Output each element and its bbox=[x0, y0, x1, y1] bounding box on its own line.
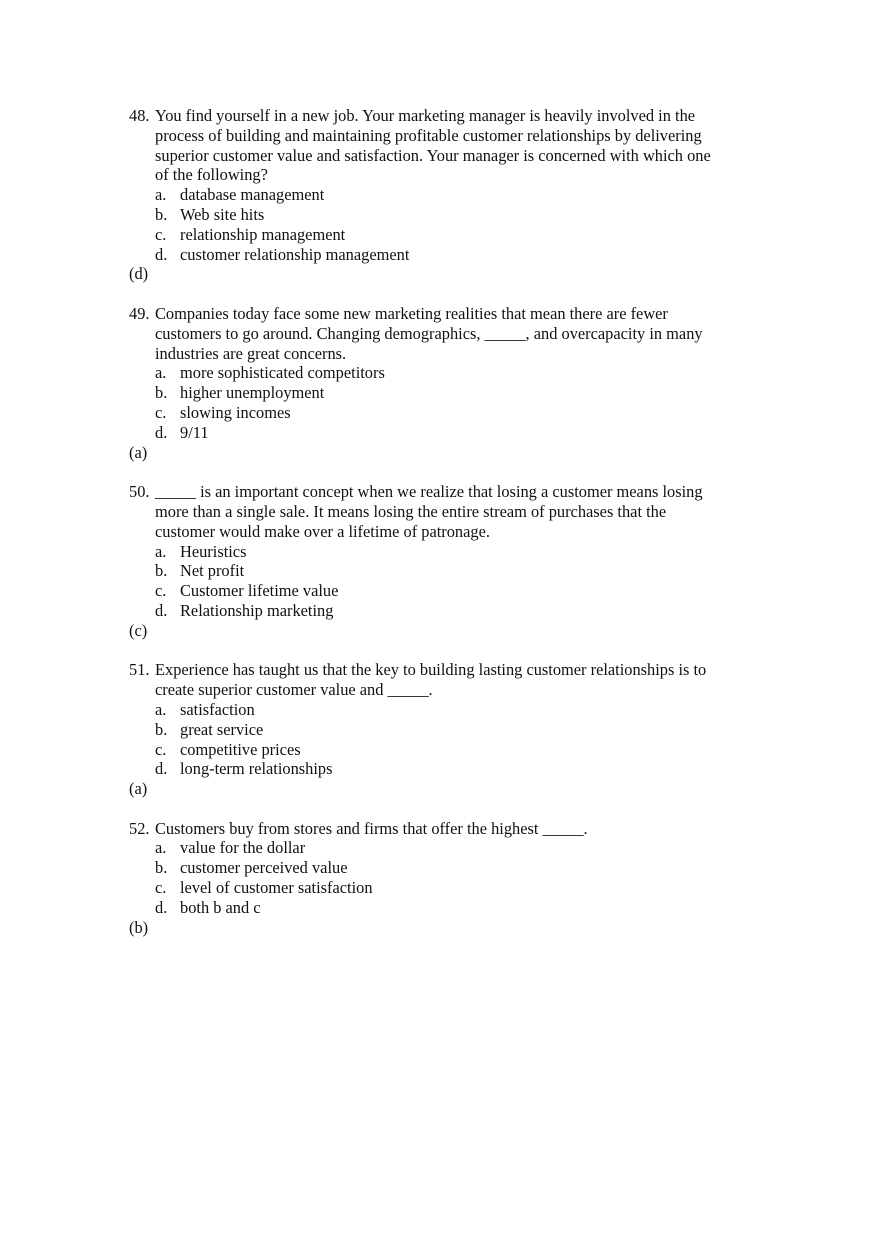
option-letter: a. bbox=[155, 838, 167, 858]
option-text: Net profit bbox=[180, 561, 245, 581]
option-letter: b. bbox=[155, 204, 168, 224]
option-text: database management bbox=[180, 185, 325, 205]
option-c bbox=[155, 403, 769, 423]
question-stem bbox=[129, 482, 769, 541]
question-stem bbox=[129, 660, 769, 700]
question-51 bbox=[129, 660, 769, 799]
option-text: 9/11 bbox=[180, 422, 209, 442]
question-stem bbox=[129, 106, 769, 185]
option-a bbox=[155, 700, 769, 720]
question-number: 50. bbox=[129, 482, 150, 502]
option-b bbox=[155, 561, 769, 581]
option-text: Web site hits bbox=[180, 204, 265, 224]
answer-key: (c) bbox=[129, 620, 148, 640]
option-b bbox=[155, 720, 769, 740]
option-letter: d. bbox=[155, 897, 168, 917]
option-b bbox=[155, 205, 769, 225]
question-stem bbox=[129, 304, 769, 363]
option-a bbox=[155, 838, 769, 858]
option-letter: d. bbox=[155, 759, 168, 779]
question-list bbox=[129, 106, 769, 957]
option-letter: b. bbox=[155, 719, 168, 739]
option-text: relationship management bbox=[180, 224, 346, 244]
option-text: Heuristics bbox=[180, 541, 247, 561]
option-list bbox=[129, 700, 769, 779]
option-d bbox=[155, 245, 769, 265]
option-letter: c. bbox=[155, 739, 167, 759]
option-text: long-term relationships bbox=[180, 759, 333, 779]
option-a bbox=[155, 542, 769, 562]
option-letter: c. bbox=[155, 581, 167, 601]
question-text: Companies today face some new marketing realities that mean there are fewer customers to go around. Changing demographics, _____, and overcapacity in many industries are great concerns. bbox=[155, 303, 703, 363]
option-d bbox=[155, 759, 769, 779]
option-letter: c. bbox=[155, 224, 167, 244]
option-letter: a. bbox=[155, 363, 167, 383]
option-d bbox=[155, 898, 769, 918]
question-52 bbox=[129, 819, 769, 938]
option-list bbox=[129, 185, 769, 264]
question-number: 52. bbox=[129, 818, 150, 838]
option-text: higher unemployment bbox=[180, 383, 325, 403]
option-letter: d. bbox=[155, 600, 168, 620]
option-letter: d. bbox=[155, 422, 168, 442]
option-text: competitive prices bbox=[180, 739, 301, 759]
question-number: 49. bbox=[129, 303, 150, 323]
question-number: 51. bbox=[129, 660, 150, 680]
option-text: both b and c bbox=[180, 897, 261, 917]
option-letter: d. bbox=[155, 244, 168, 264]
option-text: customer perceived value bbox=[180, 858, 348, 878]
option-d bbox=[155, 423, 769, 443]
option-b bbox=[155, 858, 769, 878]
option-c bbox=[155, 878, 769, 898]
option-letter: a. bbox=[155, 541, 167, 561]
option-text: more sophisticated competitors bbox=[180, 363, 385, 383]
question-49 bbox=[129, 304, 769, 462]
option-list bbox=[129, 838, 769, 917]
option-c bbox=[155, 581, 769, 601]
question-number: 48. bbox=[129, 106, 150, 125]
question-text: Experience has taught us that the key to building lasting customer relationships is to create superior customer value and _____. bbox=[155, 660, 707, 700]
option-text: satisfaction bbox=[180, 699, 255, 719]
option-c bbox=[155, 225, 769, 245]
option-letter: c. bbox=[155, 878, 167, 898]
option-text: level of customer satisfaction bbox=[180, 878, 373, 898]
answer-key: (a) bbox=[129, 442, 148, 462]
option-a bbox=[155, 363, 769, 383]
answer-key: (a) bbox=[129, 779, 148, 799]
option-letter: b. bbox=[155, 561, 168, 581]
option-text: slowing incomes bbox=[180, 402, 291, 422]
option-text: customer relationship management bbox=[180, 244, 410, 264]
question-text: _____ is an important concept when we realize that losing a customer means losing more than a single sale. It means losing the entire stream of purchases that the customer would make over a lifetime of patronage. bbox=[155, 482, 703, 541]
option-letter: a. bbox=[155, 185, 167, 205]
question-50 bbox=[129, 482, 769, 640]
option-letter: a. bbox=[155, 699, 167, 719]
answer-key: (b) bbox=[129, 917, 149, 937]
option-c bbox=[155, 740, 769, 760]
question-48 bbox=[129, 106, 769, 284]
answer-key: (d) bbox=[129, 264, 149, 284]
option-letter: b. bbox=[155, 383, 168, 403]
option-text: great service bbox=[180, 719, 264, 739]
question-text: Customers buy from stores and firms that offer the highest _____. bbox=[155, 818, 588, 838]
option-text: value for the dollar bbox=[180, 838, 306, 858]
option-b bbox=[155, 383, 769, 403]
option-text: Customer lifetime value bbox=[180, 581, 339, 601]
option-list bbox=[129, 363, 769, 442]
option-letter: c. bbox=[155, 402, 167, 422]
question-stem bbox=[129, 819, 769, 839]
option-list bbox=[129, 542, 769, 621]
option-d bbox=[155, 601, 769, 621]
option-text: Relationship marketing bbox=[180, 600, 334, 620]
option-letter: b. bbox=[155, 858, 168, 878]
question-text: You find yourself in a new job. Your marketing manager is heavily involved in the process of building and maintaining profitable customer relationships by delivering superior customer value and satisfaction. Your manager is concerned with which one of the following? bbox=[155, 106, 711, 185]
option-a bbox=[155, 185, 769, 205]
